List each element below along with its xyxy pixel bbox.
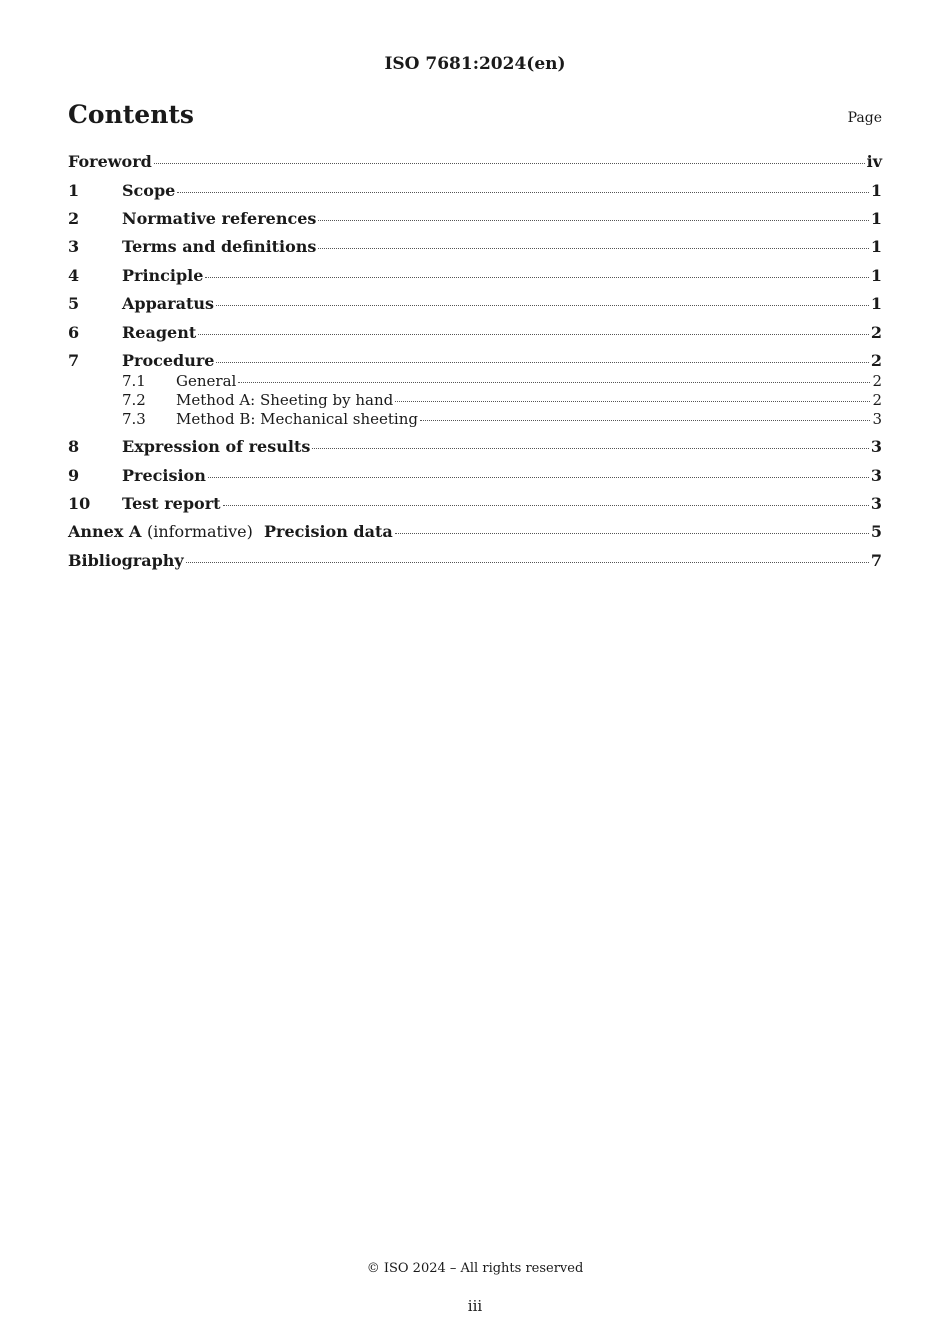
toc-number: 7 bbox=[68, 351, 80, 370]
toc-entry-principle[interactable] bbox=[68, 266, 882, 288]
toc-page: 1 bbox=[870, 237, 882, 256]
toc-number: 2 bbox=[68, 209, 80, 228]
toc-page: 2 bbox=[870, 323, 882, 342]
toc-title: Bibliography bbox=[68, 551, 184, 570]
toc-page: 3 bbox=[872, 410, 882, 428]
toc-leader bbox=[186, 562, 869, 563]
toc-number: 9 bbox=[68, 466, 80, 485]
toc-page: 2 bbox=[870, 351, 882, 370]
toc-page: 3 bbox=[870, 466, 882, 485]
toc-entry-bibliography[interactable] bbox=[68, 551, 882, 573]
toc-number: 4 bbox=[68, 266, 80, 285]
document-id: ISO 7681:2024(en) bbox=[384, 54, 566, 74]
toc-leader bbox=[216, 305, 869, 306]
toc-leader bbox=[312, 448, 869, 449]
page-column-label: Page bbox=[847, 110, 882, 126]
toc-page: 7 bbox=[870, 551, 882, 570]
toc-page: 2 bbox=[872, 372, 882, 390]
toc-page: 1 bbox=[870, 181, 882, 200]
toc-leader bbox=[216, 362, 868, 363]
toc-title: Principle bbox=[122, 266, 204, 285]
toc-number: 7.3 bbox=[122, 410, 146, 428]
toc-leader bbox=[420, 420, 870, 421]
annex-label: Annex A bbox=[68, 522, 142, 541]
toc-leader bbox=[205, 277, 868, 278]
toc-entry-expression-of-results[interactable] bbox=[68, 437, 882, 459]
toc-title bbox=[68, 522, 393, 541]
toc-entry-scope[interactable] bbox=[68, 181, 882, 203]
toc-entry-procedure[interactable] bbox=[68, 351, 882, 373]
toc-title: Reagent bbox=[122, 323, 197, 342]
annex-note: (informative) bbox=[146, 522, 253, 541]
toc-entry-method-b[interactable] bbox=[68, 410, 882, 429]
toc-page: 1 bbox=[870, 266, 882, 285]
toc-page: 3 bbox=[870, 437, 882, 456]
toc-number: 5 bbox=[68, 294, 80, 313]
toc-entry-reagent[interactable] bbox=[68, 323, 882, 345]
toc-number: 8 bbox=[68, 437, 80, 456]
toc-title: Expression of results bbox=[122, 437, 311, 456]
contents-heading: Contents bbox=[68, 100, 195, 129]
toc-page: 1 bbox=[870, 209, 882, 228]
toc-number: 7.2 bbox=[122, 391, 146, 409]
toc-leader bbox=[395, 533, 869, 534]
toc-entry-test-report[interactable] bbox=[68, 494, 882, 516]
toc-title: Normative references bbox=[122, 209, 317, 228]
toc-leader bbox=[395, 401, 870, 402]
toc-entry-annex-a[interactable] bbox=[68, 522, 882, 544]
toc-title: Method B: Mechanical sheeting bbox=[176, 410, 418, 428]
toc-title: Precision bbox=[122, 466, 206, 485]
toc-title: Scope bbox=[122, 181, 176, 200]
toc-leader bbox=[208, 477, 869, 478]
toc-title: Method A: Sheeting by hand bbox=[176, 391, 394, 409]
toc-title: Terms and definitions bbox=[122, 237, 317, 256]
toc-leader bbox=[223, 505, 869, 506]
toc-number: 10 bbox=[68, 494, 91, 513]
toc-entry-foreword[interactable] bbox=[68, 152, 882, 174]
toc-entry-apparatus[interactable] bbox=[68, 294, 882, 316]
toc-leader bbox=[238, 382, 870, 383]
toc-entry-general[interactable] bbox=[68, 372, 882, 391]
toc-page: 5 bbox=[870, 522, 882, 541]
toc-page: 3 bbox=[870, 494, 882, 513]
toc-title: Procedure bbox=[122, 351, 215, 370]
toc-title: Foreword bbox=[68, 152, 152, 171]
toc-title: Apparatus bbox=[122, 294, 214, 313]
page-number: iii bbox=[467, 1297, 483, 1315]
toc-page: 2 bbox=[872, 391, 882, 409]
toc-leader bbox=[318, 220, 868, 221]
toc-number: 3 bbox=[68, 237, 80, 256]
toc-page: iv bbox=[866, 152, 882, 171]
toc-page: 1 bbox=[870, 294, 882, 313]
toc-entry-method-a[interactable] bbox=[68, 391, 882, 410]
toc-leader bbox=[318, 248, 868, 249]
annex-title: Precision data bbox=[263, 522, 393, 541]
toc-title: General bbox=[176, 372, 237, 390]
toc-entry-normative-references[interactable] bbox=[68, 209, 882, 231]
toc-entry-precision[interactable] bbox=[68, 466, 882, 488]
toc-number: 6 bbox=[68, 323, 80, 342]
toc-number: 1 bbox=[68, 181, 80, 200]
toc-entry-terms-and-definitions[interactable] bbox=[68, 237, 882, 259]
toc-leader bbox=[198, 334, 869, 335]
copyright-notice: © ISO 2024 – All rights reserved bbox=[366, 1261, 584, 1276]
toc-leader bbox=[154, 163, 865, 164]
toc-title: Test report bbox=[122, 494, 221, 513]
toc-leader bbox=[177, 192, 869, 193]
toc-number: 7.1 bbox=[122, 372, 146, 390]
